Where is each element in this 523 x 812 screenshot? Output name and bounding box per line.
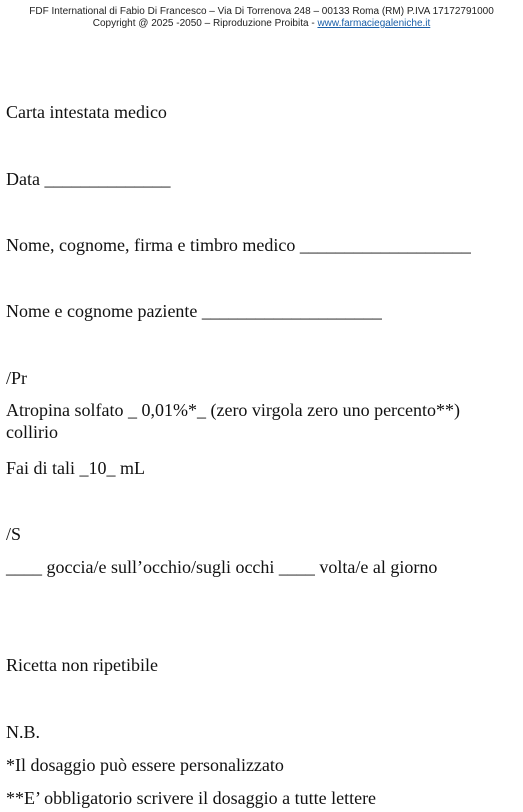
header-copyright: [0, 18, 523, 30]
website-link[interactable]: www.farmaciegaleniche.it: [317, 18, 431, 29]
copyright-text: Copyright @ 2025 -2050 – Riproduzione Proibita -: [92, 18, 318, 29]
patient-name-line: Nome e cognome paziente ____________________: [6, 301, 382, 321]
note-dosage-in-letters: **E’ obbligatorio scrivere il dosaggio a tutte lettere: [6, 788, 377, 808]
letterhead-line: Carta intestata medico: [6, 102, 167, 122]
date-line: Data ______________: [6, 169, 171, 189]
quantity-line: Fai di tali _10_ mL: [6, 458, 145, 478]
nb-label: N.B.: [6, 722, 41, 742]
doctor-signature-line: Nome, cognome, firma e timbro medico ___________________: [6, 235, 471, 255]
dosage-line: ____ goccia/e sull’occhio/sugli occhi ____ volta/e al giorno: [6, 557, 438, 577]
note-dosage-customizable: *Il dosaggio può essere personalizzato: [6, 755, 284, 775]
s-label: /S: [6, 524, 22, 544]
non-repeatable-line: Ricetta non ripetibile: [6, 655, 158, 675]
header-company-info: FDF International di Fabio Di Francesco – Via Di Torrenova 248 – 00133 Roma (RM) P.IVA 17172791000: [29, 6, 494, 17]
pr-label: /Pr: [6, 368, 28, 388]
prescription-text: Atropina solfato _ 0,01%*_ (zero virgola zero uno percento**) collirio: [6, 400, 461, 442]
